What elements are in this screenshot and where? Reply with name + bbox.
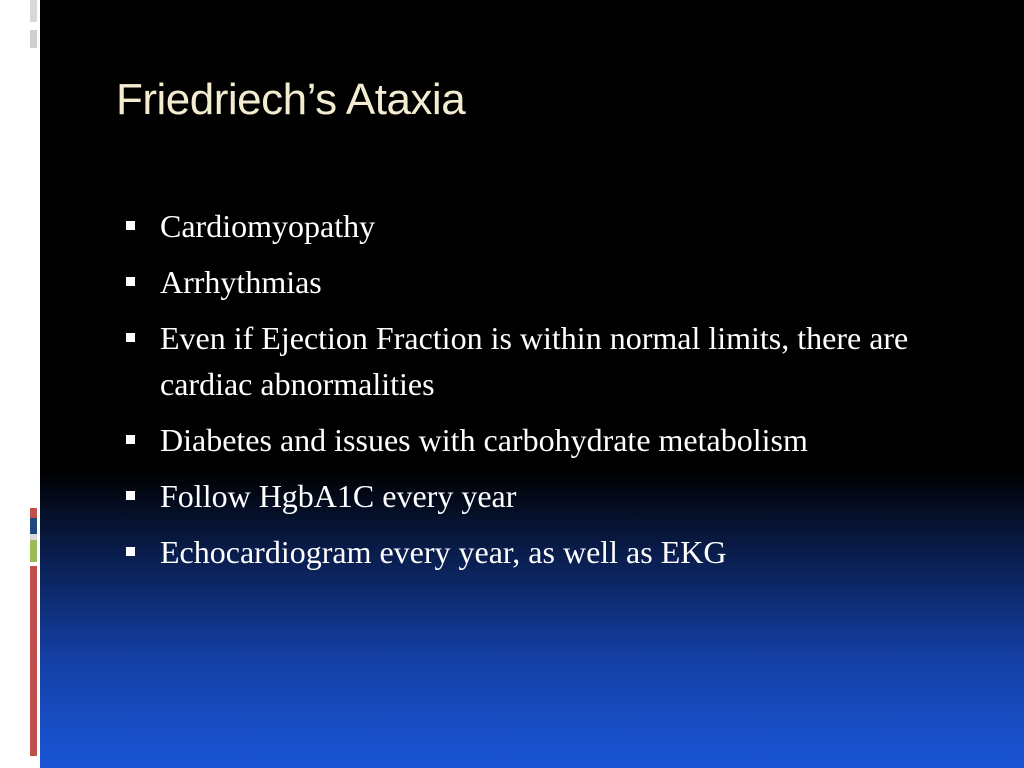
decorative-green-bar [30,540,37,562]
bullet-item [124,529,944,575]
decorative-red-bar [30,566,37,756]
square-bullet-icon [126,277,135,286]
bullet-item [124,417,944,463]
slide-title: Friedriech’s Ataxia [116,75,466,124]
bullet-text: Arrhythmias [160,264,322,300]
decorative-blue-bar [30,518,37,534]
square-bullet-icon [126,333,135,342]
decorative-bar [30,0,37,22]
bullet-text: Cardiomyopathy [160,208,376,244]
square-bullet-icon [126,221,135,230]
square-bullet-icon [126,435,135,444]
bullet-item [124,259,944,305]
bullet-list [124,203,944,585]
square-bullet-icon [126,547,135,556]
bullet-item [124,203,944,249]
bullet-item [124,315,944,407]
decorative-bar [30,30,37,48]
bullet-text: Follow HgbA1C every year [160,478,517,514]
bullet-text: Echocardiogram every year, as well as EKG [160,534,727,570]
decorative-red-bar [30,508,37,518]
bullet-text: Even if Ejection Fraction is within normal limits, there are cardiac abnormalities [160,320,909,402]
square-bullet-icon [126,491,135,500]
bullet-item [124,473,944,519]
bullet-text: Diabetes and issues with carbohydrate metabolism [160,422,808,458]
